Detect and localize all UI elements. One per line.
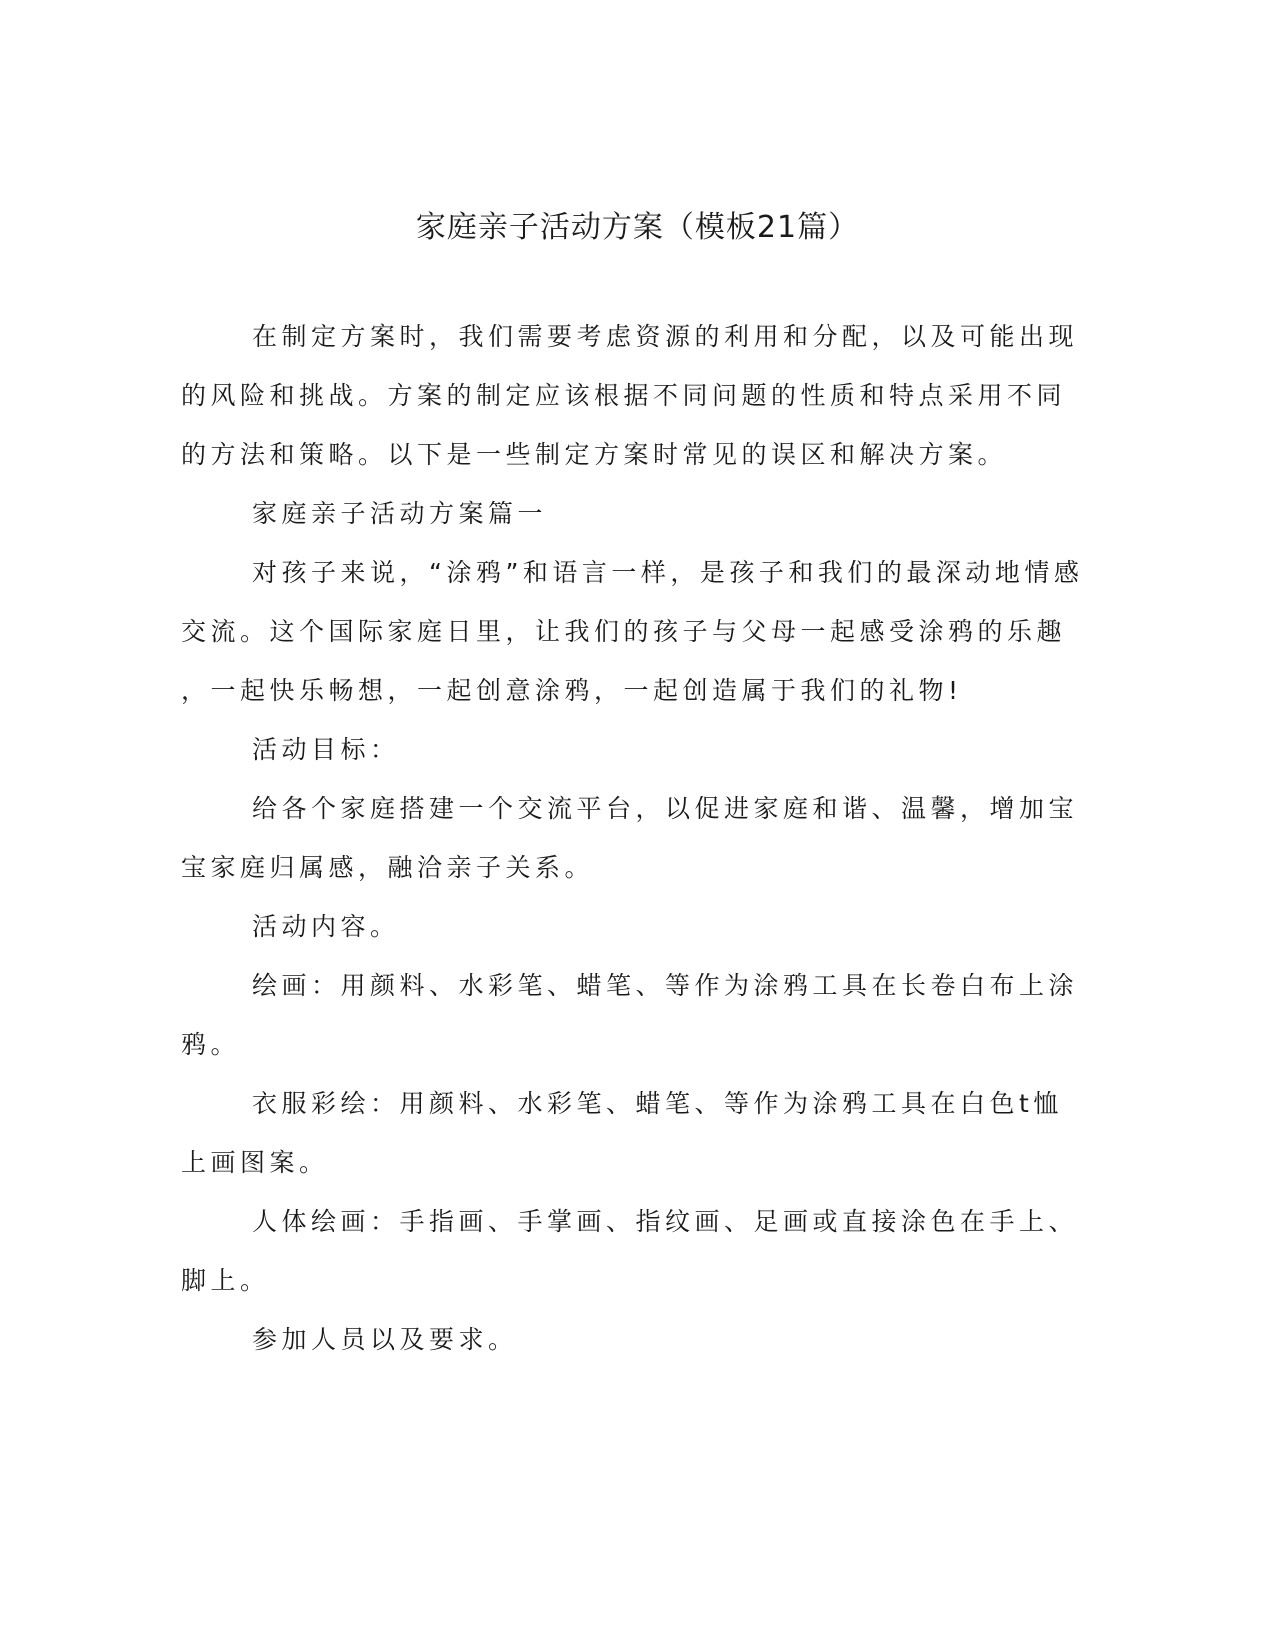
paragraph-line: 交流。这个国际家庭日里，让我们的孩子与父母一起感受涂鸦的乐趣 bbox=[181, 617, 1067, 646]
subheading-participants: 参加人员以及要求。 bbox=[252, 1325, 518, 1354]
paragraph-line: 的风险和挑战。方案的制定应该根据不同问题的性质和特点采用不同 bbox=[181, 381, 1067, 410]
document-title: 家庭亲子活动方案（模板21篇） bbox=[415, 210, 860, 245]
paragraph-line: 衣服彩绘：用颜料、水彩笔、蜡笔、等作为涂鸦工具在白色t恤 bbox=[252, 1089, 1063, 1118]
paragraph-line: 的方法和策略。以下是一些制定方案时常见的误区和解决方案。 bbox=[181, 440, 1008, 469]
subheading-goal: 活动目标： bbox=[252, 735, 400, 764]
paragraph-line: ，一起快乐畅想，一起创意涂鸦，一起创造属于我们的礼物! bbox=[181, 676, 963, 705]
paragraph-line: 在制定方案时，我们需要考虑资源的利用和分配，以及可能出现 bbox=[252, 322, 1079, 351]
paragraph-line: 鸦。 bbox=[181, 1030, 241, 1059]
paragraph-line: 宝家庭归属感，融洽亲子关系。 bbox=[181, 853, 595, 882]
paragraph-line: 人体绘画：手指画、手掌画、指纹画、足画或直接涂色在手上、 bbox=[252, 1207, 1079, 1236]
paragraph-line: 上画图案。 bbox=[181, 1148, 329, 1177]
paragraph-line: 脚上。 bbox=[181, 1266, 270, 1295]
subheading-content: 活动内容。 bbox=[252, 912, 400, 941]
paragraph-line: 对孩子来说，“涂鸦”和语言一样，是孩子和我们的最深动地情感 bbox=[252, 558, 1084, 587]
section-heading: 家庭亲子活动方案篇一 bbox=[252, 499, 548, 528]
paragraph-line: 绘画：用颜料、水彩笔、蜡笔、等作为涂鸦工具在长卷白布上涂 bbox=[252, 971, 1079, 1000]
paragraph-line: 给各个家庭搭建一个交流平台，以促进家庭和谐、温馨，增加宝 bbox=[252, 794, 1079, 823]
